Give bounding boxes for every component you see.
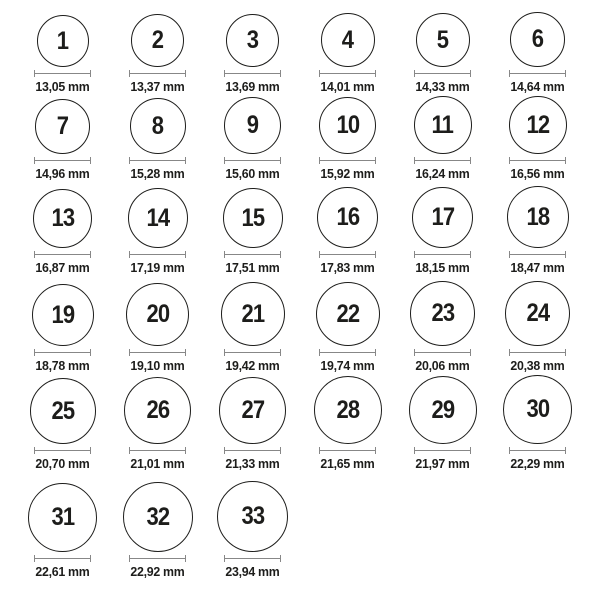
diameter-dimension-line (319, 157, 376, 164)
diameter-dimension-line (509, 447, 566, 454)
ring-size-cell (490, 374, 585, 472)
ring-size-number: 20 (146, 300, 169, 328)
diameter-label: 13,05 mm (35, 79, 90, 94)
ring-size-cell (110, 472, 205, 580)
diameter-dimension-line (414, 157, 471, 164)
ring-size-circle (416, 13, 470, 67)
diameter-label: 14,01 mm (320, 79, 375, 94)
ring-size-cell (15, 276, 110, 374)
ring-size-cell (300, 95, 395, 182)
ring-size-cell (300, 276, 395, 374)
ring-size-number: 24 (526, 299, 549, 327)
ring-size-circle (130, 98, 186, 154)
ring-size-circle (505, 281, 570, 346)
ring-size-circle (32, 284, 94, 346)
diameter-dimension-line (129, 349, 186, 356)
ring-size-circle (124, 377, 191, 444)
ring-size-circle (126, 283, 189, 346)
ring-size-circle (131, 14, 184, 67)
diameter-label: 17,51 mm (225, 260, 280, 275)
ring-size-number: 27 (241, 396, 264, 424)
diameter-dimension-line (509, 70, 566, 77)
diameter-label: 23,94 mm (225, 564, 280, 579)
diameter-dimension-line (34, 447, 91, 454)
diameter-label: 18,47 mm (510, 260, 565, 275)
ring-size-circle (37, 15, 89, 67)
ring-size-number: 26 (146, 396, 169, 424)
diameter-dimension-line (414, 70, 471, 77)
ring-size-number: 14 (146, 203, 169, 232)
ring-size-cell (110, 95, 205, 182)
ring-size-cell (490, 182, 585, 276)
ring-size-circle (321, 13, 375, 67)
ring-size-number: 6 (531, 25, 544, 53)
diameter-dimension-line (129, 251, 186, 258)
ring-size-cell (395, 0, 490, 95)
ring-size-circle (219, 377, 286, 444)
ring-size-cell (110, 374, 205, 472)
ring-size-circle (30, 378, 96, 444)
diameter-dimension-line (224, 447, 281, 454)
ring-size-number: 15 (241, 203, 264, 232)
diameter-label: 16,56 mm (510, 166, 565, 181)
diameter-label: 14,64 mm (510, 79, 565, 94)
diameter-dimension-line (414, 251, 471, 258)
diameter-label: 21,01 mm (130, 456, 185, 471)
diameter-label: 18,15 mm (415, 260, 470, 275)
ring-size-number: 4 (341, 25, 354, 54)
ring-size-circle (316, 282, 380, 346)
diameter-dimension-line (34, 157, 91, 164)
diameter-label: 21,33 mm (225, 456, 280, 471)
diameter-label: 19,74 mm (320, 358, 375, 373)
diameter-dimension-line (129, 70, 186, 77)
ring-size-circle (128, 188, 188, 248)
ring-size-circle (217, 481, 288, 552)
diameter-dimension-line (224, 555, 281, 562)
ring-size-cell (300, 374, 395, 472)
ring-size-cell (300, 182, 395, 276)
ring-size-circle (223, 188, 283, 248)
ring-size-circle (221, 282, 285, 346)
diameter-dimension-line (34, 70, 91, 77)
ring-size-number: 9 (246, 111, 259, 139)
ring-size-number: 28 (336, 395, 359, 424)
diameter-dimension-line (319, 70, 376, 77)
ring-size-number: 22 (336, 299, 359, 328)
ring-size-circle (509, 96, 567, 154)
ring-size-number: 21 (241, 299, 264, 328)
diameter-dimension-line (34, 555, 91, 562)
ring-size-circle (507, 186, 569, 248)
ring-size-number: 3 (246, 26, 259, 54)
ring-size-circle (224, 97, 281, 154)
ring-size-circle (410, 281, 475, 346)
ring-size-circle (319, 97, 376, 154)
ring-size-number: 7 (56, 112, 69, 140)
ring-size-cell (490, 95, 585, 182)
ring-size-number: 1 (56, 26, 69, 55)
diameter-label: 21,65 mm (320, 456, 375, 471)
diameter-dimension-line (129, 157, 186, 164)
ring-size-number: 32 (146, 502, 169, 531)
ring-size-cell (490, 0, 585, 95)
ring-size-cell (110, 0, 205, 95)
diameter-dimension-line (224, 70, 281, 77)
ring-size-circle (28, 483, 97, 552)
ring-size-circle (414, 96, 472, 154)
ring-size-cell (205, 472, 300, 580)
ring-size-circle (123, 482, 193, 552)
diameter-dimension-line (414, 349, 471, 356)
diameter-label: 17,83 mm (320, 260, 375, 275)
diameter-dimension-line (224, 251, 281, 258)
ring-size-cell (395, 276, 490, 374)
ring-size-number: 19 (51, 300, 74, 329)
ring-size-cell (205, 0, 300, 95)
diameter-label: 17,19 mm (130, 260, 185, 275)
ring-size-circle (35, 99, 90, 154)
diameter-dimension-line (414, 447, 471, 454)
diameter-dimension-line (319, 349, 376, 356)
diameter-label: 22,29 mm (510, 456, 565, 471)
ring-size-number: 10 (336, 111, 359, 139)
ring-size-cell (205, 182, 300, 276)
diameter-label: 14,33 mm (415, 79, 470, 94)
diameter-dimension-line (129, 555, 186, 562)
diameter-label: 15,60 mm (225, 166, 280, 181)
diameter-label: 20,70 mm (35, 456, 90, 471)
diameter-label: 22,61 mm (35, 564, 90, 579)
ring-size-circle (510, 12, 565, 67)
diameter-dimension-line (509, 349, 566, 356)
ring-size-number: 2 (151, 26, 164, 54)
ring-size-cell (395, 374, 490, 472)
ring-size-number: 29 (431, 395, 454, 424)
ring-size-number: 11 (431, 110, 454, 139)
ring-size-number: 30 (526, 395, 549, 423)
ring-size-number: 31 (51, 503, 74, 531)
diameter-dimension-line (34, 251, 91, 258)
ring-size-cell (395, 95, 490, 182)
ring-size-circle (33, 189, 92, 248)
ring-size-number: 13 (51, 204, 74, 232)
ring-size-cell (205, 374, 300, 472)
ring-size-number: 25 (51, 396, 74, 425)
diameter-dimension-line (34, 349, 91, 356)
ring-size-number: 17 (431, 203, 454, 231)
ring-size-cell (15, 95, 110, 182)
ring-size-circle (412, 187, 473, 248)
ring-size-circle (317, 187, 378, 248)
ring-size-cell (15, 0, 110, 95)
ring-size-circle (226, 14, 279, 67)
diameter-dimension-line (129, 447, 186, 454)
diameter-dimension-line (509, 251, 566, 258)
ring-size-cell (15, 472, 110, 580)
ring-size-number: 33 (241, 502, 264, 530)
diameter-label: 21,97 mm (415, 456, 470, 471)
ring-size-cell (490, 276, 585, 374)
diameter-label: 13,37 mm (130, 79, 185, 94)
ring-size-number: 5 (436, 25, 449, 54)
ring-size-cell (205, 95, 300, 182)
ring-size-cell (15, 182, 110, 276)
diameter-dimension-line (319, 251, 376, 258)
ring-size-number: 12 (526, 110, 549, 139)
ring-size-cell (110, 182, 205, 276)
ring-size-number: 16 (336, 203, 359, 231)
diameter-label: 15,92 mm (320, 166, 375, 181)
diameter-label: 14,96 mm (35, 166, 90, 181)
diameter-label: 19,10 mm (130, 358, 185, 373)
diameter-dimension-line (224, 349, 281, 356)
ring-size-circle (314, 376, 382, 444)
ring-size-cell (15, 374, 110, 472)
ring-size-number: 23 (431, 299, 454, 327)
ring-size-circle (503, 375, 572, 444)
diameter-label: 22,92 mm (130, 564, 185, 579)
diameter-label: 20,38 mm (510, 358, 565, 373)
ring-size-number: 18 (526, 202, 549, 231)
diameter-dimension-line (509, 157, 566, 164)
diameter-label: 15,28 mm (130, 166, 185, 181)
ring-size-number: 8 (151, 111, 164, 140)
diameter-label: 20,06 mm (415, 358, 470, 373)
ring-size-cell (205, 276, 300, 374)
diameter-label: 16,24 mm (415, 166, 470, 181)
diameter-label: 19,42 mm (225, 358, 280, 373)
ring-size-circle (409, 376, 477, 444)
diameter-label: 18,78 mm (35, 358, 90, 373)
ring-size-cell (110, 276, 205, 374)
diameter-label: 16,87 mm (35, 260, 90, 275)
ring-size-cell (300, 0, 395, 95)
diameter-dimension-line (319, 447, 376, 454)
diameter-dimension-line (224, 157, 281, 164)
ring-size-cell (395, 182, 490, 276)
diameter-label: 13,69 mm (225, 79, 280, 94)
